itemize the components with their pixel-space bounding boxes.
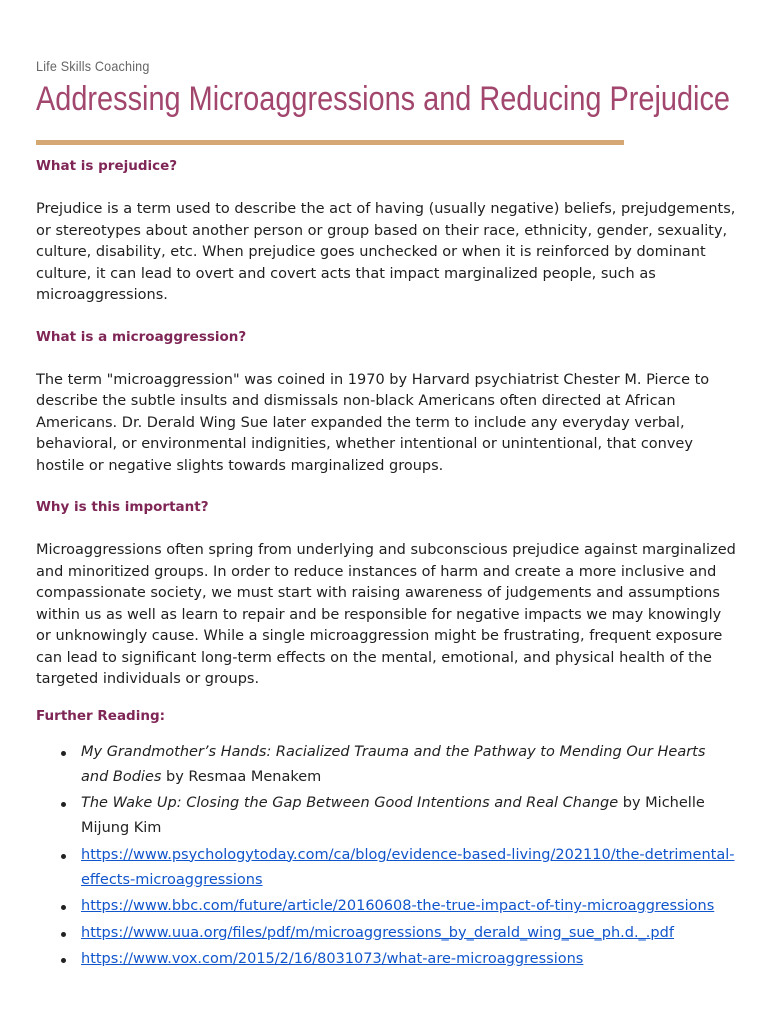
document-title: Addressing Microaggressions and Reducing Prejudice — [36, 80, 730, 118]
link-bbc[interactable]: https://www.bbc.com/future/article/20160608-the-true-impact-of-tiny-microaggressions — [81, 898, 715, 914]
document-kicker: Life Skills Coaching — [36, 58, 150, 74]
document-body — [36, 156, 736, 974]
book-author: by Resmaa Menakem — [166, 768, 322, 785]
book-title: The Wake Up: Closing the Gap Between Good Intentions and Real Change — [81, 795, 619, 811]
section-body-microaggression: The term "microaggression" was coined in 1970 by Harvard psychiatrist Chester M. Pierce to describe the subtle insults and dismissals non-black Americans often directed at African Americans. Dr. Derald Wing Sue later expanded the term to include any everyday verbal, behavioral, or environmental indignities, whether intentional or unintentional, that convey hostile or negative slights towards marginalized groups. — [36, 371, 710, 474]
section-heading-prejudice: What is prejudice? — [36, 158, 178, 174]
list-item-link — [36, 921, 736, 946]
book-title: My Grandmother’s Hands: Racialized Trauma and the Pathway to Mending Our Hearts and Bodies — [81, 743, 706, 785]
section-body-importance: Microaggressions often spring from underlying and subconscious prejudice against marginalized and minoritized groups. In order to reduce instances of harm and create a more inclusive and compassionate society, we must start with raising awareness of judgements and assumptions within us as well as learn to repair and be responsible for negative impacts we may knowingly or unknowingly cause. While a single microaggression might be frustrating, frequent exposure can lead to significant long-term effects on the mental, emotional, and physical health of the targeted individuals or groups. — [36, 542, 736, 687]
list-item-link — [36, 894, 736, 919]
book-author: by Michelle Mijung Kim — [81, 795, 705, 836]
list-item-link — [36, 843, 736, 893]
section-heading-importance: Why is this important? — [36, 499, 209, 515]
link-uua[interactable]: https://www.uua.org/files/pdf/m/microaggressions_by_derald_wing_sue_ph.d._.pdf — [81, 924, 674, 941]
list-item-book — [36, 740, 736, 790]
list-item-link — [36, 947, 736, 972]
further-reading-list — [36, 740, 736, 973]
link-vox[interactable]: https://www.vox.com/2015/2/16/8031073/what-are-microaggressions — [81, 951, 584, 967]
further-reading-heading: Further Reading: — [36, 707, 166, 724]
section-heading-microaggression: What is a microaggression? — [36, 328, 247, 345]
section-body-prejudice: Prejudice is a term used to describe the act of having (usually negative) beliefs, prejudgements, or stereotypes about another person or group based on their race, ethnicity, gender, sexuality, culture, disability, etc. When prejudice goes unchecked or when it is reinforced by dominant culture, it can lead to overt and covert acts that impact marginalized people, such as microaggressions. — [36, 201, 736, 303]
list-item-book — [36, 791, 736, 841]
link-psychologytoday[interactable]: https://www.psychologytoday.com/ca/blog/evidence-based-living/202110/the-detrimental-effects-microaggressions — [81, 846, 735, 888]
title-divider — [36, 140, 624, 145]
